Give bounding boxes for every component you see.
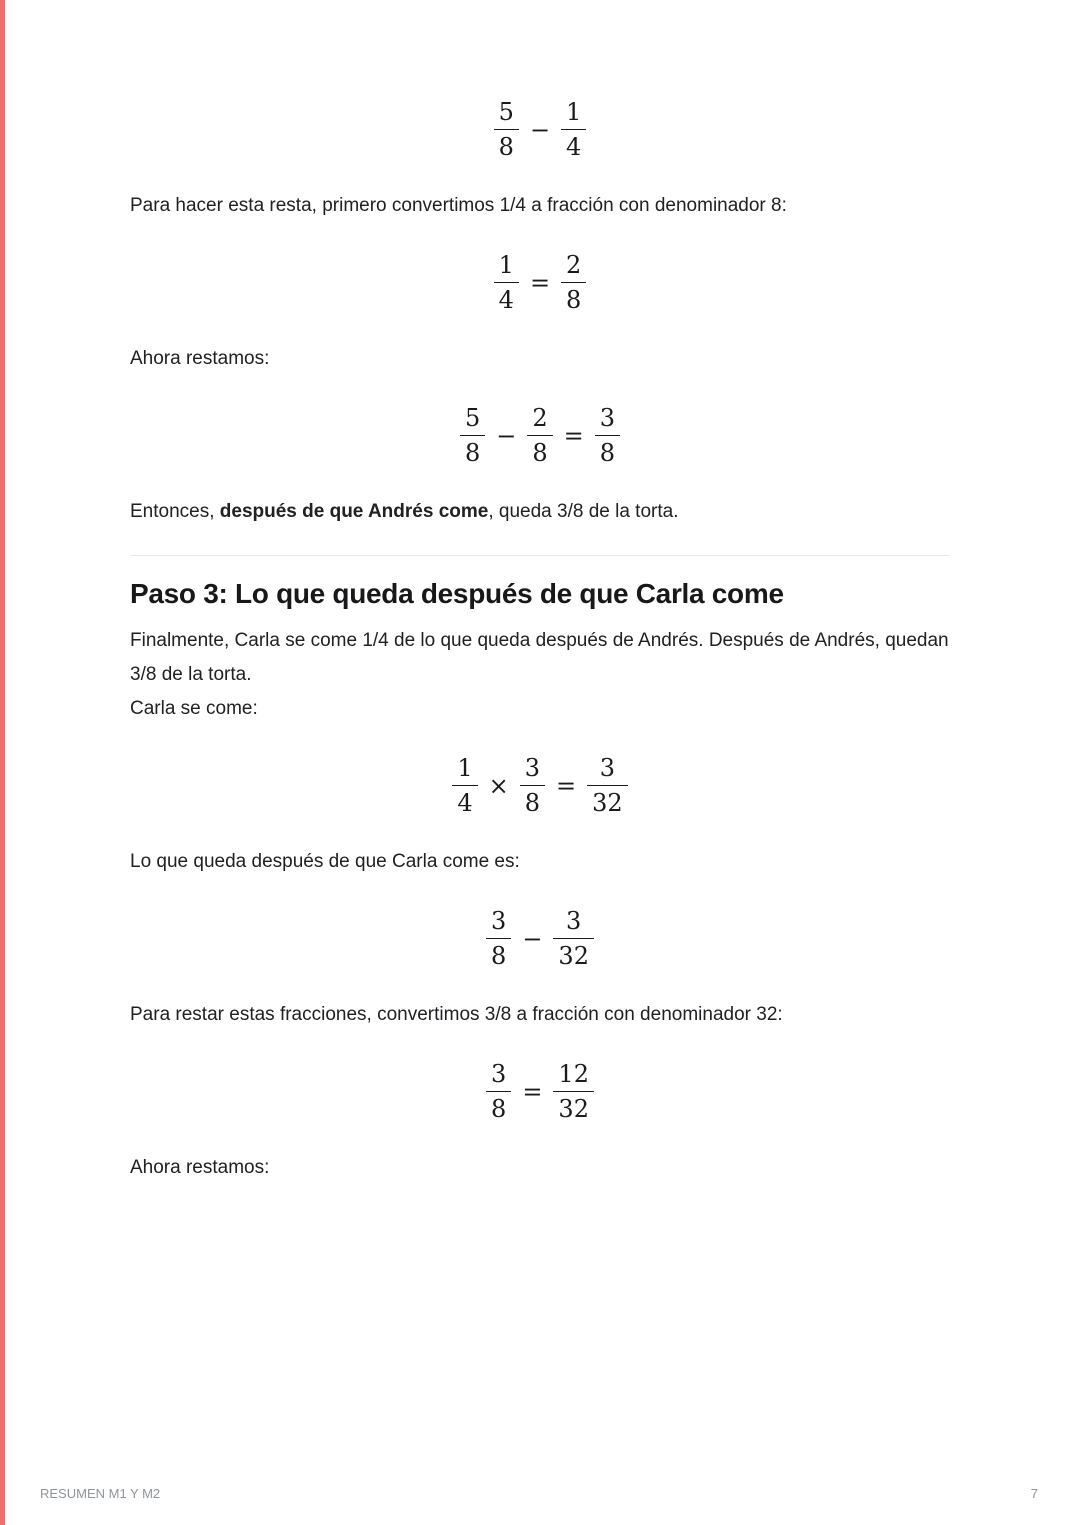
fraction-denominator: 32 (553, 938, 594, 968)
section-divider (130, 555, 950, 556)
minus-operator: − (522, 924, 543, 953)
equation-conversion-to-thirtyseconds (130, 1062, 950, 1121)
fraction-numerator: 3 (524, 754, 540, 782)
text-segment-bold: después de que Andrés come (219, 501, 489, 522)
equals-operator: = (522, 1077, 543, 1106)
paragraph-conclusion-andres (130, 495, 950, 529)
fraction (561, 100, 586, 159)
footer-document-title: RESUMEN M1 Y M2 (40, 1486, 161, 1501)
text-segment: , queda 3/8 de la torta. (488, 501, 679, 522)
section-heading-paso-3: Paso 3: Lo que queda después de que Carla come (130, 578, 784, 609)
minus-operator: − (496, 421, 517, 450)
fraction-denominator: 8 (486, 938, 511, 968)
fraction-denominator: 4 (494, 282, 519, 312)
paragraph-now-subtract-2: Ahora restamos: (130, 1157, 270, 1178)
fraction (553, 1062, 594, 1121)
equals-operator: = (563, 421, 584, 450)
minus-operator: − (529, 115, 551, 144)
equation-subtraction-carla (130, 909, 950, 968)
fraction (494, 100, 519, 159)
text-segment: Entonces, (130, 501, 220, 522)
fraction (520, 756, 545, 815)
fraction (452, 756, 477, 815)
equation-subtraction-result (130, 406, 950, 465)
paragraph-remaining-after-carla: Lo que queda después de que Carla come es: (130, 851, 520, 872)
fraction-numerator: 1 (498, 251, 514, 279)
fraction-denominator: 8 (494, 129, 519, 159)
fraction-numerator: 12 (558, 1060, 589, 1088)
fraction-denominator: 32 (587, 785, 628, 815)
fraction-numerator: 1 (457, 754, 473, 782)
fraction (486, 909, 511, 968)
fraction (587, 756, 628, 815)
fraction-numerator: 3 (491, 1060, 507, 1088)
fraction-numerator: 5 (498, 98, 514, 126)
fraction (486, 1062, 511, 1121)
fraction-denominator: 8 (486, 1091, 511, 1121)
fraction-denominator: 8 (527, 435, 552, 465)
fraction-denominator: 32 (553, 1091, 594, 1121)
fraction-numerator: 1 (566, 98, 582, 126)
times-operator: × (488, 771, 509, 800)
fraction (527, 406, 552, 465)
equation-conversion-to-eighths (130, 253, 950, 312)
fraction-numerator: 5 (464, 404, 481, 432)
fraction-denominator: 4 (452, 785, 477, 815)
fraction-numerator: 3 (566, 907, 582, 935)
equals-operator: = (529, 268, 551, 297)
fraction (494, 253, 519, 312)
paragraph-convert-denominator-8: Para hacer esta resta, primero convertimos 1/4 a fracción con denominador 8: (130, 195, 787, 216)
fraction-numerator: 3 (491, 907, 507, 935)
equation-multiplication (130, 756, 950, 815)
paragraph-carla-intro: Finalmente, Carla se come 1/4 de lo que queda después de Andrés. Después de Andrés, quedan 3/8 de la torta. (130, 630, 949, 685)
fraction-numerator: 2 (566, 251, 582, 279)
fraction (553, 909, 594, 968)
paragraph-now-subtract-1: Ahora restamos: (130, 348, 270, 369)
equals-operator: = (556, 771, 577, 800)
fraction-numerator: 3 (599, 754, 616, 782)
fraction-denominator: 8 (561, 282, 586, 312)
fraction-numerator: 3 (599, 404, 616, 432)
fraction-numerator: 2 (532, 404, 548, 432)
page-footer (40, 1486, 1038, 1501)
footer-page-number: 7 (1030, 1486, 1038, 1501)
fraction-denominator: 8 (595, 435, 620, 465)
fraction-denominator: 8 (520, 785, 545, 815)
fraction-denominator: 4 (561, 129, 586, 159)
page-edge-accent (0, 0, 5, 1525)
fraction (595, 406, 620, 465)
fraction-denominator: 8 (460, 435, 485, 465)
paragraph-convert-denominator-32: Para restar estas fracciones, convertimos 3/8 a fracción con denominador 32: (130, 1004, 783, 1025)
fraction (460, 406, 485, 465)
paragraph-carla-eats: Carla se come: (130, 698, 258, 719)
equation-original-subtraction (130, 100, 950, 159)
fraction (561, 253, 586, 312)
